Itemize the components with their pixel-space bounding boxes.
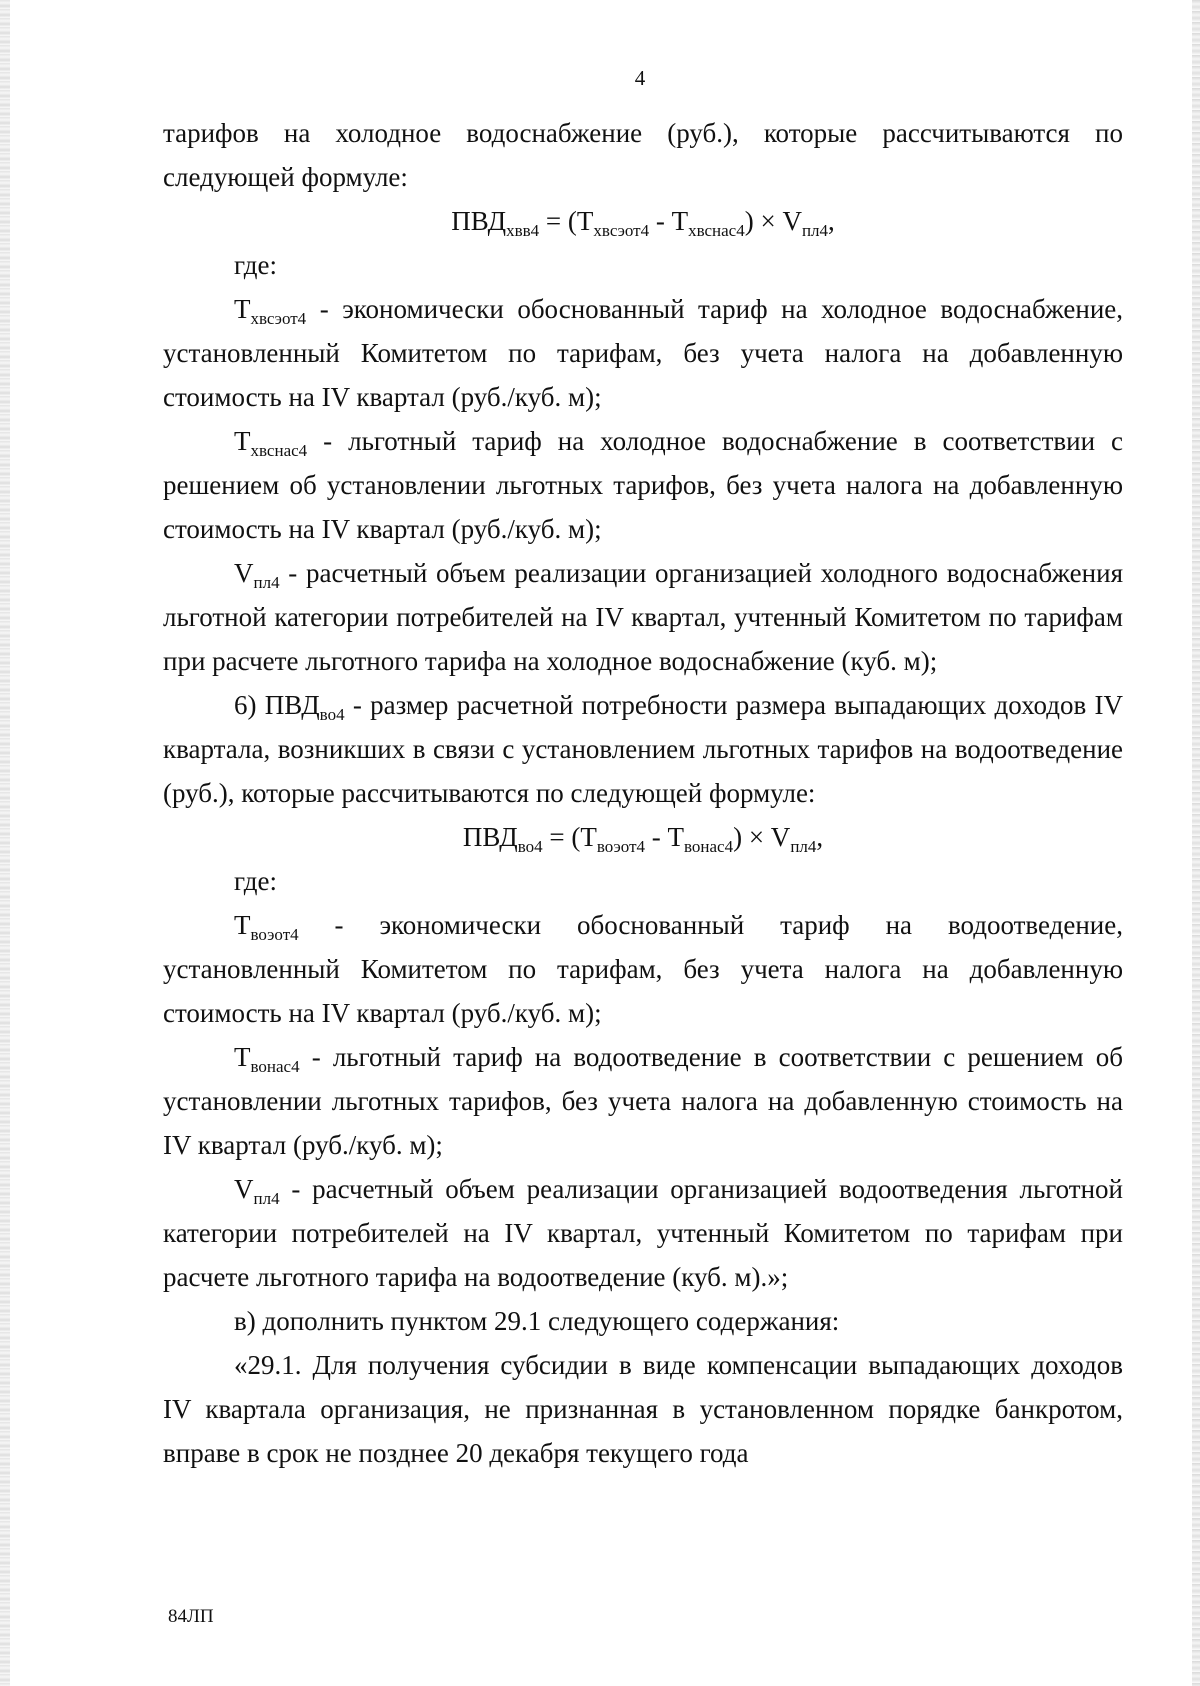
item-6: 6) $ПВД_{во4}$ - размер расчетной потребности размера выпадающих доходов IV квартала, возникших в связи с установлением льготных тарифов на водоотведение (руб.), которые рассчитываются по следующей формуле: bbox=[163, 690, 1123, 808]
item-v: в) дополнить пунктом 29.1 следующего содержания: bbox=[234, 1306, 840, 1336]
definition-v-pl4-sewage: $V_{пл4}$ - расчетный объем реализации организацией водоотведения льготной категории потребителей на IV квартал, учтенный Комитетом по тарифам при расчете льготного тарифа на водоотведение (куб. м).»; bbox=[163, 1174, 1123, 1292]
page-number: 4 bbox=[634, 66, 646, 90]
item-29-1: «29.1. Для получения субсидии в виде компенсации выпадающих доходов IV квартала организация, не признанная в установленном порядке банкротом, вправе в срок не позднее 20 декабря текущего года bbox=[163, 1350, 1123, 1468]
where-label-2: где: bbox=[234, 866, 277, 896]
definition-t-voeot4: $Т_{воэот4}$ - экономически обоснованный тариф на водоотведение, установленный Комитетом по тарифам, без учета налога на добавленную стоимость на IV квартал (руб./куб. м); bbox=[163, 910, 1123, 1028]
where-label-1: где: bbox=[234, 250, 277, 280]
formula-sewage: $ПВД_{во4} = (Т_{воэот4} - Т_{вонас4}) \times V_{пл4}$, bbox=[462, 822, 824, 856]
definition-v-pl4-cold: $V_{пл4}$ - расчетный объем реализации организацией холодного водоснабжения льготной категории потребителей на IV квартал, учтенный Комитетом по тарифам при расчете льготного тарифа на холодное водоснабжение (куб. м); bbox=[163, 558, 1123, 676]
scan-edge-left bbox=[0, 0, 10, 1686]
paragraph-intro: тарифов на холодное водоснабжение (руб.), которые рассчитываются по следующей формуле: bbox=[163, 118, 1123, 192]
definition-t-hvseot4: $Т_{хвсэот4}$ - экономически обоснованный тариф на холодное водоснабжение, установленный Комитетом по тарифам, без учета налога на добавленную стоимость на IV квартал (руб./куб. м); bbox=[163, 294, 1123, 412]
formula-cold-water: $ПВД_{хвв4} = (Т_{хвсэот4} - Т_{хвснас4}) \times V_{пл4}$, bbox=[451, 206, 835, 240]
definition-t-hvsnas4: $Т_{хвснас4}$ - льготный тариф на холодное водоснабжение в соответствии с решением об установлении льготных тарифов, без учета налога на добавленную стоимость на IV квартал (руб./куб. м); bbox=[163, 426, 1123, 544]
document-body bbox=[163, 111, 1123, 1475]
definition-t-vonas4: $Т_{вонас4}$ - льготный тариф на водоотведение в соответствии с решением об установлении льготных тарифов, без учета налога на добавленную стоимость на IV квартал (руб./куб. м); bbox=[163, 1042, 1123, 1160]
footer-document-code: 84ЛП bbox=[168, 1606, 214, 1627]
scan-edge-right bbox=[1192, 0, 1200, 1686]
